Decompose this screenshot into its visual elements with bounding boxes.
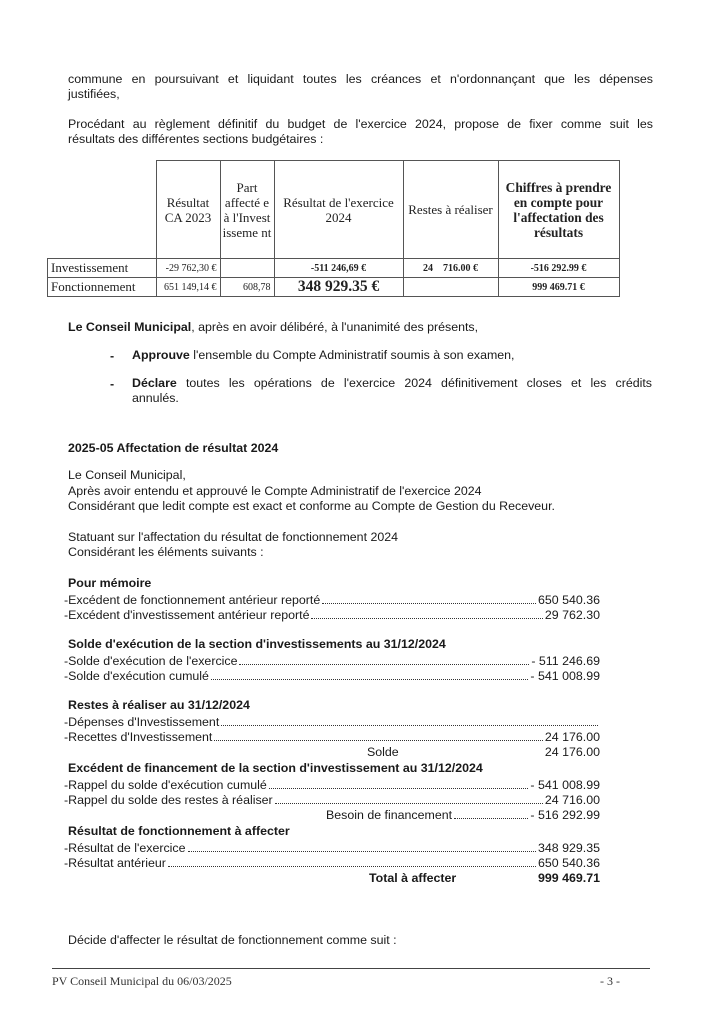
dot-leader (168, 865, 536, 867)
table-row (48, 278, 620, 297)
cell-resultat-exercice: 348 929.35 € (274, 278, 403, 297)
dot-leader (311, 617, 542, 619)
header-part-affectee: Part affecté e à l'Invest isseme nt (220, 161, 274, 259)
header-resultat-ca: Résultat CA 2023 (156, 161, 220, 259)
dot-leader (239, 663, 529, 665)
table-header-blank (48, 161, 157, 259)
memoire-title: Pour mémoire (68, 576, 152, 590)
header-resultat-exercice: Résultat de l'exercice 2024 (274, 161, 403, 259)
section-line-5: Considérant les éléments suivants : (68, 545, 264, 559)
bullet-dash: - (110, 377, 115, 391)
memoire-item (64, 608, 600, 622)
row-label: Investissement (48, 259, 157, 278)
excedent-item (64, 793, 600, 807)
memoire-label: -Excédent d'investissement antérieur reporté (64, 608, 310, 622)
excedent-label: -Rappel du solde des restes à réaliser (64, 793, 273, 807)
approuve-bold: Approuve (132, 348, 190, 362)
fonctionnement-value: 348 929.35 (537, 841, 600, 855)
cell-chiffres: -516 292.99 € (498, 259, 619, 278)
cell-restes: 24 716.00 € (403, 259, 498, 278)
cell-resultat-ca: 651 149,14 € (156, 278, 220, 297)
cell-resultat-exercice: -511 246,69 € (274, 259, 403, 278)
conseil-lead-rest: , après en avoir délibéré, à l'unanimité des présents, (191, 320, 479, 334)
table-row (48, 259, 620, 278)
restes-item (64, 730, 600, 744)
restes-solde-value: 24 176.00 (544, 745, 600, 759)
section-line-1: Le Conseil Municipal, (68, 468, 186, 482)
excedent-value: - 541 008.99 (530, 778, 600, 792)
dot-leader (275, 802, 543, 804)
dot-leader (211, 678, 528, 680)
excedent-label: -Rappel du solde d'exécution cumulé (64, 778, 267, 792)
solde-exec-item (64, 669, 600, 683)
fonctionnement-item (64, 841, 600, 855)
dot-leader (454, 817, 528, 819)
restes-label: -Recettes d'Investissement (64, 730, 213, 744)
intro-p2-line2: résultats des différentes sections budgétaires : (68, 132, 324, 146)
dot-leader (214, 739, 543, 741)
decide-line: Décide d'affecter le résultat de fonctionnement comme suit : (68, 933, 397, 947)
declare-rest-2: annulés. (132, 391, 179, 405)
besoin-label: Besoin de financement (326, 808, 453, 822)
intro-p1-line2: justifiées, (68, 87, 120, 101)
intro-p1-line1: commune en poursuivant et liquidant toutes les créances et n'ordonnançant que les dépenses (68, 72, 653, 86)
cell-restes (403, 278, 498, 297)
fonctionnement-item (64, 856, 600, 870)
solde-exec-item (64, 654, 600, 668)
row-label: Fonctionnement (48, 278, 157, 297)
total-value: 999 469.71 (537, 871, 600, 885)
restes-label: -Dépenses d'Investissement (64, 715, 220, 729)
restes-solde-label: Solde (367, 745, 399, 759)
dot-leader (221, 724, 598, 726)
solde-exec-title: Solde d'exécution de la section d'investissements au 31/12/2024 (68, 637, 446, 651)
intro-paragraph-2 (68, 117, 653, 147)
excedent-item (64, 778, 600, 792)
header-restes: Restes à réaliser (403, 161, 498, 259)
fonctionnement-label: -Résultat antérieur (64, 856, 166, 870)
cell-resultat-ca: -29 762,30 € (156, 259, 220, 278)
restes-item (64, 715, 600, 729)
memoire-value: 650 540.36 (537, 593, 600, 607)
besoin-value: - 516 292.99 (530, 808, 600, 822)
memoire-label: -Excédent de fonctionnement antérieur reporté (64, 593, 321, 607)
declare-rest-1: toutes les opérations de l'exercice 2024 définitivement closes et les crédits (176, 376, 652, 390)
excedent-title: Excédent de financement de la section d'investissement au 31/12/2024 (68, 761, 483, 775)
fonctionnement-label: -Résultat de l'exercice (64, 841, 186, 855)
intro-paragraph-1 (68, 72, 653, 102)
footer-left: PV Conseil Municipal du 06/03/2025 (52, 974, 232, 988)
conseil-lead-bold: Le Conseil Municipal (68, 320, 192, 334)
section-line-3: Considérant que ledit compte est exact et conforme au Compte de Gestion du Receveur. (68, 499, 555, 513)
cell-part (220, 259, 274, 278)
dot-leader (322, 602, 536, 604)
section-title: 2025-05 Affectation de résultat 2024 (68, 441, 279, 455)
bullet-declare (132, 376, 652, 406)
section-line-4: Statuant sur l'affectation du résultat de fonctionnement 2024 (68, 530, 399, 544)
cell-chiffres: 999 469.71 € (498, 278, 619, 297)
fonctionnement-value: 650 540.36 (537, 856, 600, 870)
header-chiffres: Chiffres à prendre en compte pour l'affectation des résultats (498, 161, 619, 259)
cell-part: 608,78 (220, 278, 274, 297)
table-header-row (48, 161, 620, 259)
restes-value: 24 176.00 (544, 730, 600, 744)
memoire-value: 29 762.30 (544, 608, 600, 622)
memoire-item (64, 593, 600, 607)
intro-p2-line1: Procédant au règlement définitif du budget de l'exercice 2024, propose de fixer comme suit les (68, 117, 653, 131)
approuve-rest: l'ensemble du Compte Administratif soumis à son examen, (189, 348, 515, 362)
results-table (47, 160, 620, 297)
solde-exec-label: -Solde d'exécution de l'exercice (64, 654, 238, 668)
bullet-approuve (132, 348, 652, 363)
fonctionnement-title: Résultat de fonctionnement à affecter (68, 824, 290, 838)
section-line-2: Après avoir entendu et approuvé le Compte Administratif de l'exercice 2024 (68, 484, 482, 498)
dot-leader (269, 787, 529, 789)
besoin-financement (326, 808, 600, 822)
footer-rule (52, 968, 650, 969)
total-label: Total à affecter (369, 871, 457, 885)
excedent-value: 24 716.00 (544, 793, 600, 807)
solde-exec-value: - 511 246.69 (531, 654, 600, 668)
declare-bold: Déclare (132, 376, 177, 390)
restes-title: Restes à réaliser au 31/12/2024 (68, 698, 250, 712)
declare-line1 (132, 376, 652, 391)
solde-exec-value: - 541 008.99 (530, 669, 600, 683)
bullet-dash: - (110, 349, 115, 363)
page-number: - 3 - (600, 974, 620, 988)
conseil-lead (68, 320, 478, 334)
solde-exec-label: -Solde d'exécution cumulé (64, 669, 209, 683)
dot-leader (188, 850, 536, 852)
